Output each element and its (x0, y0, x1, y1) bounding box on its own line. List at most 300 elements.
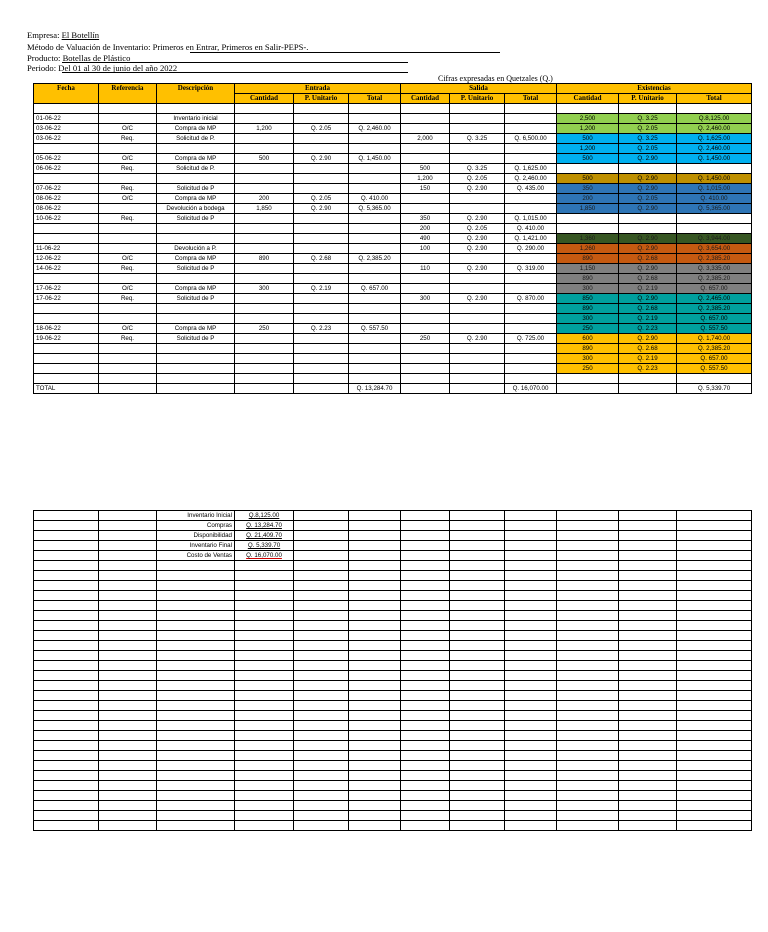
summary-cell (34, 691, 99, 701)
cell-fecha (34, 224, 99, 234)
cell-descripcion (157, 314, 235, 324)
summary-value: Q. 21,409.70 (235, 531, 294, 541)
summary-cell (34, 761, 99, 771)
cell-descripcion (157, 174, 235, 184)
summary-label: Inventario Inicial (157, 511, 235, 521)
cell-salida-total (505, 274, 557, 284)
cell-salida-cantidad: 350 (401, 214, 450, 224)
summary-cell (34, 701, 99, 711)
cell-existencias-punitario: Q. 2.05 (619, 144, 677, 154)
summary-cell (34, 601, 99, 611)
summary-cell (619, 761, 677, 771)
summary-cell (294, 651, 349, 661)
summary-cell (235, 671, 294, 681)
cell-descripcion (157, 224, 235, 234)
cell-existencias-punitario: Q. 2.90 (619, 264, 677, 274)
cell-descripcion: Devolución a bodega (157, 204, 235, 214)
summary-cell (450, 601, 505, 611)
cell-descripcion: Compra de MP (157, 254, 235, 264)
summary-row (34, 711, 752, 721)
col-header-salida-cantidad: Cantidad (401, 94, 450, 104)
summary-cell (450, 621, 505, 631)
summary-cell (157, 761, 235, 771)
table-row (34, 384, 752, 394)
summary-cell (349, 741, 401, 751)
summary-cell (235, 591, 294, 601)
table-row (34, 114, 752, 124)
summary-cell (99, 511, 157, 521)
cell-descripcion: Solicitud de P (157, 184, 235, 194)
summary-cell (235, 691, 294, 701)
cell-entrada-punitario: Q. 2.68 (294, 254, 349, 264)
summary-cell (677, 761, 752, 771)
summary-row (34, 601, 752, 611)
cell-existencias-total: Q. 410.00 (677, 194, 752, 204)
summary-cell (557, 681, 619, 691)
summary-row (34, 551, 752, 561)
cell-entrada-total: Q. 1,450.00 (349, 154, 401, 164)
cell-fecha: 17-06-22 (34, 294, 99, 304)
summary-cell (677, 661, 752, 671)
cell-salida-total (505, 194, 557, 204)
summary-cell (619, 731, 677, 741)
cell-referencia: Req. (99, 214, 157, 224)
summary-cell (157, 671, 235, 681)
summary-cell (401, 611, 450, 621)
cell-fecha: 07-06-22 (34, 184, 99, 194)
cell-salida-cantidad (401, 374, 450, 384)
cell-existencias-cantidad: 1,150 (557, 264, 619, 274)
summary-cell (450, 771, 505, 781)
table-row (34, 184, 752, 194)
cell-existencias-total: Q. 2,460.00 (677, 144, 752, 154)
cell-salida-punitario (450, 384, 505, 394)
cell-entrada-punitario (294, 144, 349, 154)
cell-fecha (34, 174, 99, 184)
cell-existencias-cantidad: 300 (557, 354, 619, 364)
cell-existencias-total: Q. 557.50 (677, 364, 752, 374)
summary-cell (450, 591, 505, 601)
producto-label: Producto: (27, 53, 61, 63)
cell-salida-punitario: Q. 2.05 (450, 224, 505, 234)
summary-cell (450, 661, 505, 671)
table-row (34, 354, 752, 364)
summary-cell (401, 791, 450, 801)
cell-entrada-total: Q. 2,385.20 (349, 254, 401, 264)
cell-salida-cantidad (401, 194, 450, 204)
summary-cell (557, 531, 619, 541)
summary-cell (677, 821, 752, 831)
cell-entrada-total (349, 294, 401, 304)
cell-referencia: O/C (99, 324, 157, 334)
cell-existencias-punitario: Q. 2.90 (619, 334, 677, 344)
summary-cell (349, 561, 401, 571)
cell-existencias-cantidad: 350 (557, 184, 619, 194)
periodo-value: Del 01 al 30 de junio del año 2022 (58, 63, 178, 73)
summary-row (34, 561, 752, 571)
cell-entrada-punitario (294, 244, 349, 254)
summary-cell (619, 721, 677, 731)
summary-cell (349, 691, 401, 701)
summary-cell (450, 651, 505, 661)
cell-entrada-total (349, 354, 401, 364)
summary-cell (557, 811, 619, 821)
summary-row (34, 591, 752, 601)
summary-cell (505, 731, 557, 741)
summary-cell (157, 811, 235, 821)
summary-cell (450, 611, 505, 621)
cell-salida-total (505, 324, 557, 334)
summary-row (34, 531, 752, 541)
cell-existencias-punitario: Q. 2.90 (619, 294, 677, 304)
summary-row (34, 771, 752, 781)
summary-cell (557, 651, 619, 661)
cell-entrada-total (349, 184, 401, 194)
summary-cell (235, 761, 294, 771)
summary-cell (157, 641, 235, 651)
summary-row (34, 811, 752, 821)
col-header-fecha: Fecha (34, 84, 99, 104)
cell-descripcion: Compra de MP (157, 324, 235, 334)
table-row (34, 134, 752, 144)
cell-entrada-punitario (294, 314, 349, 324)
summary-cell (401, 731, 450, 741)
group-header-salida: Salida (401, 84, 557, 94)
summary-cell (401, 691, 450, 701)
summary-cell (557, 791, 619, 801)
cell-descripcion (157, 344, 235, 354)
cell-existencias-punitario: Q. 2.05 (619, 124, 677, 134)
cell-entrada-cantidad (235, 224, 294, 234)
cell-salida-total (505, 354, 557, 364)
cell-existencias-total: Q. 3,335.00 (677, 264, 752, 274)
summary-cell (557, 721, 619, 731)
cell-entrada-total (349, 214, 401, 224)
summary-value: Q. 16,070.00 (235, 551, 294, 561)
summary-cell (34, 721, 99, 731)
summary-cell (34, 711, 99, 721)
cell-salida-cantidad (401, 344, 450, 354)
cell-entrada-total: Q. 13,284.70 (349, 384, 401, 394)
summary-cell (557, 781, 619, 791)
summary-cell (349, 651, 401, 661)
summary-cell (505, 681, 557, 691)
summary-cell (99, 531, 157, 541)
summary-cell (157, 801, 235, 811)
summary-cell (294, 701, 349, 711)
summary-cell (401, 601, 450, 611)
cell-entrada-punitario (294, 344, 349, 354)
summary-cell (450, 581, 505, 591)
cell-referencia (99, 244, 157, 254)
summary-cell (505, 721, 557, 731)
summary-cell (157, 821, 235, 831)
summary-cell (557, 521, 619, 531)
summary-cell (349, 771, 401, 781)
cell-descripcion (157, 234, 235, 244)
cell-entrada-punitario (294, 164, 349, 174)
col-header-entrada-total: Total (349, 94, 401, 104)
summary-cell (619, 691, 677, 701)
table-row (34, 374, 752, 384)
summary-cell (34, 621, 99, 631)
cell-entrada-cantidad (235, 214, 294, 224)
cell-existencias-cantidad: 600 (557, 334, 619, 344)
cell-entrada-cantidad (235, 364, 294, 374)
table-row (34, 154, 752, 164)
cell-descripcion: Solicitud de P (157, 264, 235, 274)
kardex-body (34, 104, 752, 394)
summary-cell (619, 751, 677, 761)
summary-cell (157, 611, 235, 621)
summary-cell (99, 781, 157, 791)
table-row (34, 204, 752, 214)
summary-cell (235, 791, 294, 801)
cell-salida-cantidad (401, 384, 450, 394)
summary-cell (99, 771, 157, 781)
summary-cell (505, 791, 557, 801)
summary-cell (557, 761, 619, 771)
summary-cell (294, 721, 349, 731)
cell-existencias-punitario: Q. 2.19 (619, 354, 677, 364)
cell-descripcion (157, 384, 235, 394)
cell-entrada-punitario (294, 264, 349, 274)
cell-existencias-punitario: Q. 2.19 (619, 314, 677, 324)
cell-entrada-punitario: Q. 2.19 (294, 284, 349, 294)
cell-descripcion: Solicitud de P. (157, 134, 235, 144)
cell-referencia: O/C (99, 284, 157, 294)
cell-entrada-total: Q. 410.00 (349, 194, 401, 204)
empresa-value: El Botellín (61, 30, 100, 40)
cell-entrada-cantidad (235, 164, 294, 174)
cell-existencias-total: Q. 3,654.00 (677, 244, 752, 254)
cell-fecha: 03-06-22 (34, 134, 99, 144)
cell-existencias-cantidad (557, 214, 619, 224)
summary-cell (349, 751, 401, 761)
cell-entrada-cantidad: 300 (235, 284, 294, 294)
summary-cell (677, 671, 752, 681)
cell-existencias-punitario: Q. 2.90 (619, 154, 677, 164)
cell-referencia: O/C (99, 254, 157, 264)
summary-cell (619, 671, 677, 681)
cell-salida-punitario: Q. 2.90 (450, 234, 505, 244)
summary-cell (99, 641, 157, 651)
summary-cell (450, 511, 505, 521)
cell-fecha (34, 104, 99, 114)
cell-referencia (99, 374, 157, 384)
cell-entrada-cantidad (235, 134, 294, 144)
cell-existencias-punitario: Q. 2.05 (619, 194, 677, 204)
summary-cell (349, 551, 401, 561)
cell-existencias-punitario: Q. 3.25 (619, 114, 677, 124)
summary-cell (99, 761, 157, 771)
cell-existencias-total: Q. 3,944.00 (677, 234, 752, 244)
cell-entrada-cantidad (235, 174, 294, 184)
cell-entrada-cantidad: 500 (235, 154, 294, 164)
summary-cell (349, 761, 401, 771)
summary-cell (349, 571, 401, 581)
summary-cell (34, 611, 99, 621)
cell-salida-punitario (450, 254, 505, 264)
summary-row (34, 541, 752, 551)
summary-cell (34, 771, 99, 781)
summary-cell (349, 731, 401, 741)
cell-entrada-cantidad (235, 334, 294, 344)
summary-cell (450, 821, 505, 831)
cell-fecha: 03-06-22 (34, 124, 99, 134)
cell-fecha: 08-06-22 (34, 194, 99, 204)
cell-existencias-total: Q. 657.00 (677, 354, 752, 364)
summary-cell (557, 631, 619, 641)
cell-salida-cantidad (401, 324, 450, 334)
summary-cell (157, 601, 235, 611)
cell-salida-cantidad: 150 (401, 184, 450, 194)
table-row (34, 344, 752, 354)
summary-cell (450, 761, 505, 771)
summary-cell (619, 511, 677, 521)
cell-existencias-punitario (619, 374, 677, 384)
kardex-group-header-row (34, 84, 752, 94)
cell-existencias-cantidad: 1,200 (557, 124, 619, 134)
summary-cell (677, 731, 752, 741)
summary-cell (505, 541, 557, 551)
summary-cell (235, 751, 294, 761)
cell-salida-total (505, 114, 557, 124)
cell-entrada-punitario (294, 364, 349, 374)
summary-cell (157, 731, 235, 741)
summary-cell (401, 531, 450, 541)
summary-cell (401, 711, 450, 721)
summary-cell (349, 711, 401, 721)
table-row (34, 194, 752, 204)
summary-label: Inventario Final (157, 541, 235, 551)
summary-cell (294, 751, 349, 761)
cell-salida-punitario (450, 324, 505, 334)
cell-entrada-total: Q. 5,365.00 (349, 204, 401, 214)
cell-salida-total: Q. 410.00 (505, 224, 557, 234)
cell-descripcion (157, 144, 235, 154)
summary-cell (619, 811, 677, 821)
summary-cell (349, 521, 401, 531)
summary-cell (99, 601, 157, 611)
summary-cell (235, 621, 294, 631)
summary-row (34, 671, 752, 681)
summary-cell (349, 541, 401, 551)
col-header-entrada-punitario: P. Unitario (294, 94, 349, 104)
cell-fecha (34, 374, 99, 384)
cell-salida-punitario (450, 274, 505, 284)
summary-cell (557, 601, 619, 611)
cell-salida-cantidad (401, 114, 450, 124)
summary-cell (235, 731, 294, 741)
cell-salida-punitario (450, 154, 505, 164)
summary-cell (619, 661, 677, 671)
summary-cell (401, 761, 450, 771)
cell-fecha (34, 234, 99, 244)
summary-row (34, 731, 752, 741)
cell-existencias-total: Q. 2,385.20 (677, 304, 752, 314)
summary-cell (677, 651, 752, 661)
cell-entrada-total (349, 334, 401, 344)
cell-salida-cantidad (401, 104, 450, 114)
cell-entrada-punitario (294, 114, 349, 124)
cell-fecha (34, 364, 99, 374)
table-row (34, 244, 752, 254)
cell-salida-cantidad: 250 (401, 334, 450, 344)
summary-cell (349, 801, 401, 811)
cell-existencias-cantidad: 500 (557, 174, 619, 184)
summary-row (34, 691, 752, 701)
cell-salida-punitario (450, 354, 505, 364)
summary-cell (505, 521, 557, 531)
summary-cell (235, 801, 294, 811)
summary-cell (450, 541, 505, 551)
cell-entrada-total: Q. 557.50 (349, 324, 401, 334)
summary-cell (99, 711, 157, 721)
summary-cell (349, 531, 401, 541)
summary-cell (401, 721, 450, 731)
summary-cell (401, 571, 450, 581)
cell-entrada-punitario (294, 214, 349, 224)
cell-fecha: 17-06-22 (34, 284, 99, 294)
cell-entrada-cantidad (235, 234, 294, 244)
cell-entrada-punitario (294, 304, 349, 314)
cell-salida-total: Q. 725.00 (505, 334, 557, 344)
cell-entrada-total (349, 164, 401, 174)
cell-salida-total (505, 344, 557, 354)
cell-salida-punitario (450, 144, 505, 154)
summary-row (34, 721, 752, 731)
summary-cell (294, 561, 349, 571)
periodo-label: Periodo: (27, 63, 57, 73)
cell-existencias-cantidad: 250 (557, 364, 619, 374)
summary-cell (557, 701, 619, 711)
summary-cell (619, 521, 677, 531)
summary-cell (677, 581, 752, 591)
summary-cell (349, 621, 401, 631)
table-row (34, 334, 752, 344)
summary-cell (505, 771, 557, 781)
cell-salida-cantidad (401, 364, 450, 374)
cell-salida-total: Q. 16,070.00 (505, 384, 557, 394)
summary-cell (450, 701, 505, 711)
summary-cell (619, 791, 677, 801)
summary-cell (505, 601, 557, 611)
cell-referencia (99, 144, 157, 154)
table-row (34, 324, 752, 334)
cell-fecha: 19-06-22 (34, 334, 99, 344)
summary-cell (505, 761, 557, 771)
cell-salida-punitario (450, 284, 505, 294)
summary-row (34, 631, 752, 641)
col-header-salida-punitario: P. Unitario (450, 94, 505, 104)
summary-cell (619, 651, 677, 661)
summary-cell (677, 811, 752, 821)
cell-existencias-total (677, 164, 752, 174)
summary-cell (34, 551, 99, 561)
summary-cell (505, 561, 557, 571)
table-row (34, 214, 752, 224)
summary-cell (677, 751, 752, 761)
summary-cell (157, 721, 235, 731)
cell-entrada-punitario (294, 224, 349, 234)
summary-cell (677, 691, 752, 701)
cell-existencias-total: Q. 2,385.20 (677, 274, 752, 284)
cell-salida-total (505, 374, 557, 384)
summary-cell (349, 631, 401, 641)
summary-cell (677, 611, 752, 621)
cell-salida-cantidad (401, 254, 450, 264)
